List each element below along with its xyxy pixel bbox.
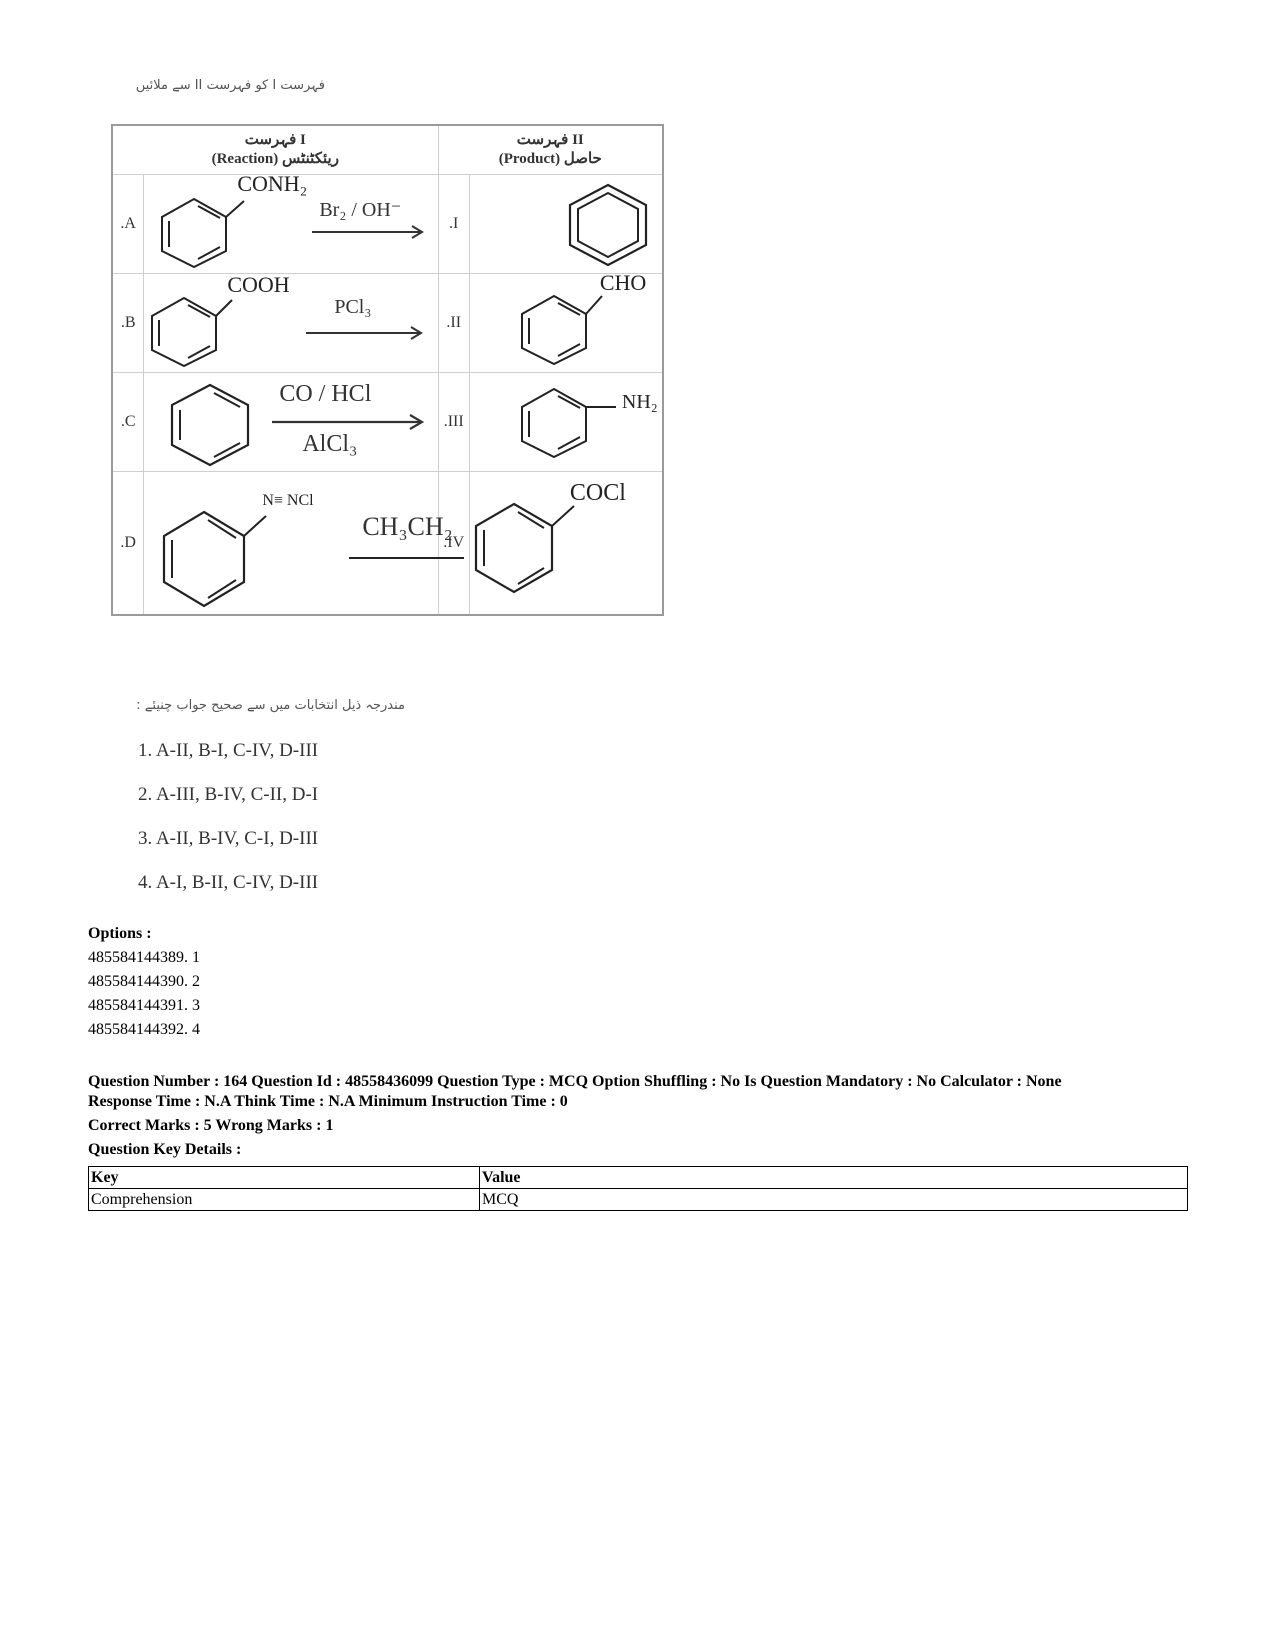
product-cell bbox=[469, 175, 663, 274]
benzene-ring-icon bbox=[566, 183, 650, 267]
reactant-cell bbox=[144, 373, 438, 472]
row-tag: .D bbox=[112, 472, 144, 615]
product-label: CHO bbox=[599, 270, 647, 295]
key-details-table bbox=[88, 1166, 1188, 1211]
row-tag: .IV bbox=[438, 472, 469, 615]
option-item: 485584144390. 2 bbox=[88, 973, 200, 990]
benzene-ring-icon bbox=[516, 294, 596, 366]
reagent-label: CH₃CH₂ bbox=[362, 512, 453, 541]
meta-question-info: Question Number : 164 Question Id : 48558436099 Question Type : MCQ Option Shuffling : No Is Question Mandatory : No Calculator : None bbox=[88, 1073, 1062, 1090]
col-header-list-2: فہرست II (Product) حاصل bbox=[438, 125, 663, 175]
value-cell: MCQ bbox=[480, 1189, 1188, 1211]
product-cell bbox=[469, 270, 663, 373]
table-header-row bbox=[89, 1167, 1188, 1189]
table-row bbox=[89, 1189, 1188, 1211]
reactant-cell bbox=[144, 274, 438, 373]
options-section bbox=[88, 922, 200, 1042]
reagent-label: Br₂ / OH⁻ bbox=[319, 199, 402, 221]
option-item: 485584144392. 4 bbox=[88, 1021, 200, 1038]
product-cell bbox=[469, 373, 663, 472]
reagent-label: PCl₃ bbox=[334, 296, 372, 318]
key-cell: Comprehension bbox=[89, 1189, 480, 1211]
row-tag: .B bbox=[112, 274, 144, 373]
product-label: NH₂ bbox=[621, 391, 658, 413]
arrow-icon bbox=[306, 326, 426, 340]
benzene-ring-icon bbox=[168, 383, 252, 467]
arrow-icon bbox=[312, 225, 427, 239]
benzene-ring-icon bbox=[516, 387, 596, 459]
value-header: Value bbox=[480, 1167, 1188, 1189]
option-item: 485584144391. 3 bbox=[88, 997, 200, 1014]
table-row bbox=[112, 175, 663, 274]
reaction-line-icon bbox=[349, 556, 464, 560]
table-row bbox=[112, 373, 663, 472]
product-label: COCl bbox=[569, 480, 626, 506]
product-cell bbox=[469, 472, 663, 615]
reagent-label-bottom: AlCl₃ bbox=[302, 431, 358, 457]
col-header-list-1: فہرست I (Reaction) ریئکٹنٹس bbox=[112, 125, 438, 175]
question-instruction: فہرست I کو فہرست II سے ملائیں bbox=[135, 78, 325, 93]
meta-key-details-label: Question Key Details : bbox=[88, 1141, 242, 1158]
choice-item: 4. A-I, B-II, C-IV, D-III bbox=[138, 872, 319, 893]
benzene-ring-icon bbox=[154, 197, 234, 267]
choice-item: 3. A-II, B-IV, C-I, D-III bbox=[138, 828, 319, 849]
benzene-ring-icon bbox=[472, 500, 556, 596]
substituent-label: COOH bbox=[227, 272, 290, 297]
match-table bbox=[111, 124, 664, 616]
benzene-ring-icon bbox=[146, 296, 226, 368]
option-item: 485584144389. 1 bbox=[88, 949, 200, 966]
question-meta bbox=[88, 1072, 1208, 1160]
row-tag: .A bbox=[112, 175, 144, 274]
row-tag: .C bbox=[112, 373, 144, 472]
table-row bbox=[112, 472, 663, 615]
meta-timing: Response Time : N.A Think Time : N.A Minimum Instruction Time : 0 bbox=[88, 1093, 568, 1110]
reagent-label: CO / HCl bbox=[279, 381, 372, 407]
choice-item: 2. A-III, B-IV, C-II, D-I bbox=[138, 784, 319, 805]
substituent-label: N≡ NCl bbox=[262, 492, 314, 509]
reactant-cell bbox=[144, 472, 453, 615]
reactant-cell bbox=[144, 171, 438, 274]
table-row bbox=[112, 274, 663, 373]
arrow-icon bbox=[272, 415, 427, 429]
row-tag: .I bbox=[438, 175, 469, 274]
row-tag: .III bbox=[438, 373, 469, 472]
key-header: Key bbox=[89, 1167, 480, 1189]
choose-instruction: مندرجہ ذیل انتخابات میں سے صحیح جواب چنیئے : bbox=[136, 698, 405, 713]
choice-item: 1. A-II, B-I, C-IV, D-III bbox=[138, 740, 319, 761]
substituent-label: CONH₂ bbox=[237, 171, 308, 196]
answer-choices bbox=[138, 740, 318, 916]
meta-marks: Correct Marks : 5 Wrong Marks : 1 bbox=[88, 1117, 334, 1134]
options-label: Options : bbox=[88, 925, 152, 942]
benzene-ring-icon bbox=[160, 508, 248, 608]
row-tag: .II bbox=[438, 274, 469, 373]
